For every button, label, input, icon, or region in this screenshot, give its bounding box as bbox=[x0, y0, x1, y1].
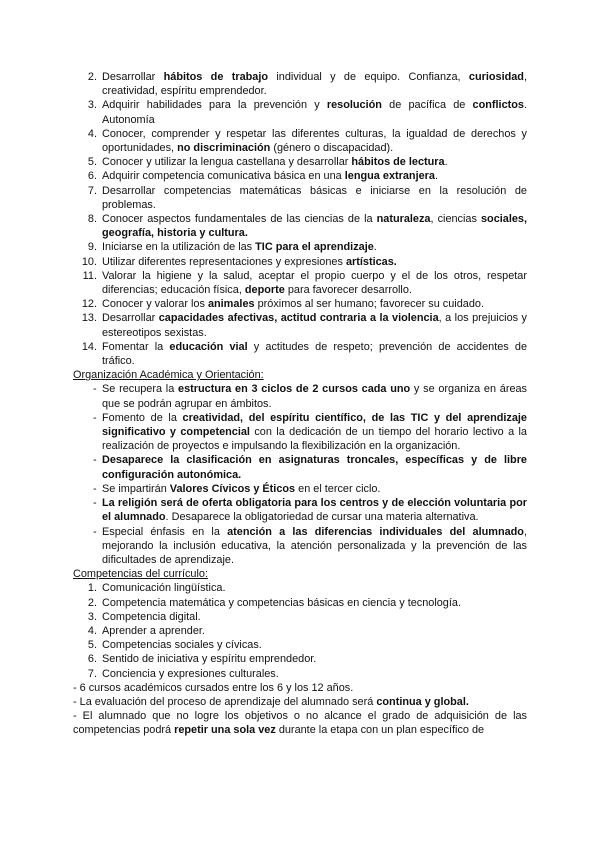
item-number: 14. bbox=[81, 340, 97, 353]
item-text bbox=[102, 411, 527, 454]
objective-item bbox=[73, 169, 527, 183]
bold-text: repetir una sola vez bbox=[174, 724, 276, 737]
org-item bbox=[73, 411, 527, 454]
dash-bullet: - bbox=[93, 411, 97, 424]
text-run: Conocer y valorar los bbox=[102, 298, 208, 311]
text-run: Especial énfasis en la bbox=[102, 525, 228, 538]
item-text: Competencia matemática y competencias básicas en ciencia y tecnología. bbox=[102, 596, 461, 609]
text-run: , ciencias bbox=[430, 213, 481, 226]
dash-bullet: - bbox=[93, 383, 97, 396]
text-run: de pacífica de bbox=[381, 99, 473, 112]
bold-text: curiosidad bbox=[468, 71, 524, 83]
text-run: . bbox=[373, 241, 377, 254]
item-number: 2. bbox=[87, 596, 97, 609]
bold-text: naturaleza bbox=[376, 213, 431, 226]
bold-text: conflictos bbox=[472, 99, 524, 112]
item-number: 7. bbox=[87, 184, 97, 197]
item-text bbox=[102, 169, 527, 183]
org-item bbox=[73, 382, 527, 410]
item-text bbox=[102, 155, 527, 169]
bold-text: hábitos de lectura bbox=[351, 156, 445, 169]
objective-item bbox=[73, 255, 527, 269]
bold-text: resolución bbox=[326, 99, 382, 112]
org-item bbox=[73, 496, 527, 524]
bold-text: TIC para el aprendizaje bbox=[255, 241, 374, 254]
text-run: próximos al ser humano; favorecer su cuidado. bbox=[254, 298, 484, 311]
text-run: , mejorando la inclusión educativa, la atención personalizada y la prevención de las dificultades de aprendizaje. bbox=[102, 525, 527, 566]
closing-paragraphs bbox=[73, 681, 527, 738]
text-run: Se impartirán bbox=[102, 482, 170, 495]
text-run: con la dedicación de un tiempo del horario lectivo a la realización de proyectos e impulsando la flexibilización en la organización. bbox=[102, 426, 527, 453]
text-run: Adquirir competencia comunicativa básica en una bbox=[102, 170, 345, 183]
text-run: Utilizar diferentes representaciones y expresiones bbox=[102, 255, 346, 268]
item-number: 7. bbox=[87, 667, 97, 680]
item-text bbox=[102, 525, 527, 568]
text-run: Adquirir habilidades para la prevención y bbox=[102, 99, 327, 112]
item-text bbox=[102, 269, 527, 297]
item-number: 8. bbox=[87, 213, 97, 226]
competency-item bbox=[73, 624, 527, 638]
item-text bbox=[102, 311, 527, 339]
item-text bbox=[102, 453, 527, 481]
bold-text: Valores Cívicos y Éticos bbox=[169, 482, 296, 495]
document-page bbox=[73, 70, 527, 738]
item-text bbox=[102, 297, 527, 311]
text-run: en el tercer ciclo. bbox=[295, 482, 381, 495]
objective-item bbox=[73, 269, 527, 297]
bold-text: deporte bbox=[244, 284, 285, 297]
item-text: Aprender a aprender. bbox=[102, 624, 205, 637]
text-run: Fomentar la bbox=[102, 340, 170, 353]
objective-item bbox=[73, 98, 527, 126]
item-text bbox=[102, 212, 527, 240]
text-run: . bbox=[444, 156, 448, 169]
text-run: Conocer aspectos fundamentales de las ciencias de la bbox=[102, 213, 377, 226]
competencies-heading: Competencias del currículo: bbox=[73, 568, 208, 581]
item-text bbox=[102, 482, 527, 496]
bold-text: sociales, geografía, historia y cultura. bbox=[102, 213, 527, 240]
org-list bbox=[73, 382, 527, 567]
closing-paragraph bbox=[73, 681, 527, 695]
item-text: Comunicación lingüística. bbox=[102, 582, 226, 595]
item-text: Competencia digital. bbox=[102, 610, 201, 623]
item-text: Sentido de iniciativa y espíritu emprendedor. bbox=[102, 653, 317, 666]
bold-text: atención a las diferencias individuales del alumnado bbox=[227, 525, 524, 538]
item-text bbox=[102, 382, 527, 410]
item-number: 4. bbox=[87, 127, 97, 140]
dash-bullet: - bbox=[93, 482, 97, 495]
bold-text: animales bbox=[207, 298, 255, 311]
bold-text: capacidades afectivas, actitud contraria a la violencia bbox=[158, 312, 439, 325]
item-number: 3. bbox=[87, 610, 97, 623]
text-run: individual y de equipo. Confianza, bbox=[268, 71, 469, 83]
objective-item bbox=[73, 155, 527, 169]
text-run: Desarrollar bbox=[102, 71, 164, 83]
bold-text: lengua extranjera bbox=[344, 170, 435, 183]
item-number: 3. bbox=[87, 99, 97, 112]
item-text bbox=[102, 70, 527, 98]
item-number: 4. bbox=[87, 624, 97, 637]
text-run: Conocer, comprender y respetar las diferentes culturas, la igualdad de derechos y oportunidades, bbox=[102, 127, 527, 155]
bold-text: no discriminación bbox=[177, 142, 271, 155]
objective-item bbox=[73, 70, 527, 98]
item-text bbox=[102, 496, 527, 524]
text-run: Fomento de la bbox=[102, 411, 183, 424]
item-number: 10. bbox=[81, 255, 97, 268]
text-run: . bbox=[434, 170, 438, 183]
text-run: para favorecer desarrollo. bbox=[284, 284, 412, 297]
item-text bbox=[102, 240, 527, 254]
item-text bbox=[102, 98, 527, 126]
objective-item bbox=[73, 340, 527, 368]
bold-text: creatividad, del espíritu científico, de las TIC y del aprendizaje significativo y competencial bbox=[102, 411, 527, 439]
objective-item bbox=[73, 311, 527, 339]
item-text bbox=[102, 127, 527, 155]
text-run: Desarrollar competencias matemáticas básicas e iniciarse en la resolución de problemas. bbox=[102, 184, 527, 211]
competencies-list bbox=[73, 581, 527, 680]
text-run: (género o discapacidad). bbox=[270, 142, 394, 155]
text-run: . Desaparece la obligatoriedad de cursar una materia alternativa. bbox=[165, 511, 479, 524]
text-run: durante la etapa con un plan específico de bbox=[275, 724, 485, 737]
text-run: Se recupera la bbox=[102, 383, 179, 396]
item-text bbox=[102, 255, 527, 269]
objective-item bbox=[73, 240, 527, 254]
objective-item bbox=[73, 212, 527, 240]
bold-text: educación vial bbox=[169, 340, 248, 353]
competency-item bbox=[73, 638, 527, 652]
item-number: 13. bbox=[81, 312, 97, 325]
text-run: Desarrollar bbox=[102, 312, 159, 325]
item-text bbox=[102, 340, 527, 368]
text-run: , creatividad, espíritu emprendedor. bbox=[102, 71, 527, 98]
org-item bbox=[73, 525, 527, 568]
competency-item bbox=[73, 596, 527, 610]
text-run: - El alumnado que no logre los objetivos o no alcance el grado de adquisición de las competencias podrá bbox=[73, 710, 527, 737]
objective-item bbox=[73, 297, 527, 311]
item-number: 6. bbox=[87, 653, 97, 666]
text-run: Conocer y utilizar la lengua castellana y desarrollar bbox=[102, 156, 352, 169]
competency-item bbox=[73, 652, 527, 666]
item-number: 5. bbox=[87, 639, 97, 652]
org-heading: Organización Académica y Orientación: bbox=[73, 369, 264, 382]
bold-text: continua y global. bbox=[376, 695, 469, 708]
bold-text: artísticas. bbox=[345, 255, 397, 268]
text-run: - 6 cursos académicos cursados entre los 6 y los 12 años. bbox=[73, 681, 354, 694]
item-number: 5. bbox=[87, 156, 97, 169]
item-number: 6. bbox=[87, 170, 97, 183]
item-number: 12. bbox=[81, 298, 97, 311]
item-number: 9. bbox=[87, 241, 97, 254]
item-text bbox=[102, 184, 527, 212]
text-run: , a los prejuicios y estereotipos sexistas. bbox=[102, 312, 527, 339]
bold-text: La religión será de oferta obligatoria para los centros y de elección voluntaria por el alumnado bbox=[102, 497, 527, 524]
competency-item bbox=[73, 581, 527, 595]
objective-item bbox=[73, 184, 527, 212]
text-run: y actitudes de respeto; prevención de accidentes de tráfico. bbox=[102, 340, 528, 368]
bold-text: estructura en 3 ciclos de 2 cursos cada uno bbox=[178, 383, 411, 396]
bold-text: hábitos de trabajo bbox=[163, 71, 269, 83]
item-text: Competencias sociales y cívicas. bbox=[102, 639, 262, 652]
item-number: 1. bbox=[87, 582, 97, 595]
text-run: y se organiza en áreas que se podrán agrupar en ámbitos. bbox=[102, 383, 528, 410]
competency-item bbox=[73, 667, 527, 681]
objectives-list bbox=[73, 70, 527, 368]
text-run: - La evaluación del proceso de aprendizaje del alumnado será bbox=[73, 695, 377, 708]
org-item bbox=[73, 453, 527, 481]
competency-item bbox=[73, 610, 527, 624]
dash-bullet: - bbox=[93, 525, 97, 538]
item-number: 2. bbox=[87, 71, 97, 83]
text-run: Iniciarse en la utilización de las bbox=[102, 241, 256, 254]
org-item bbox=[73, 482, 527, 496]
item-number: 11. bbox=[82, 269, 97, 282]
item-text: Conciencia y expresiones culturales. bbox=[102, 667, 279, 680]
dash-bullet: - bbox=[93, 497, 97, 510]
text-run: . Autonomía bbox=[102, 99, 527, 126]
bold-text: Desaparece la clasificación en asignaturas troncales, específicas y de libre configuración autonómica. bbox=[102, 454, 527, 481]
closing-paragraph bbox=[73, 709, 527, 737]
objective-item bbox=[73, 127, 527, 155]
text-run: Valorar la higiene y la salud, aceptar el propio cuerpo y el de los otros, respetar diferencias; educación física, bbox=[102, 269, 527, 297]
dash-bullet: - bbox=[93, 454, 97, 467]
closing-paragraph bbox=[73, 695, 527, 709]
